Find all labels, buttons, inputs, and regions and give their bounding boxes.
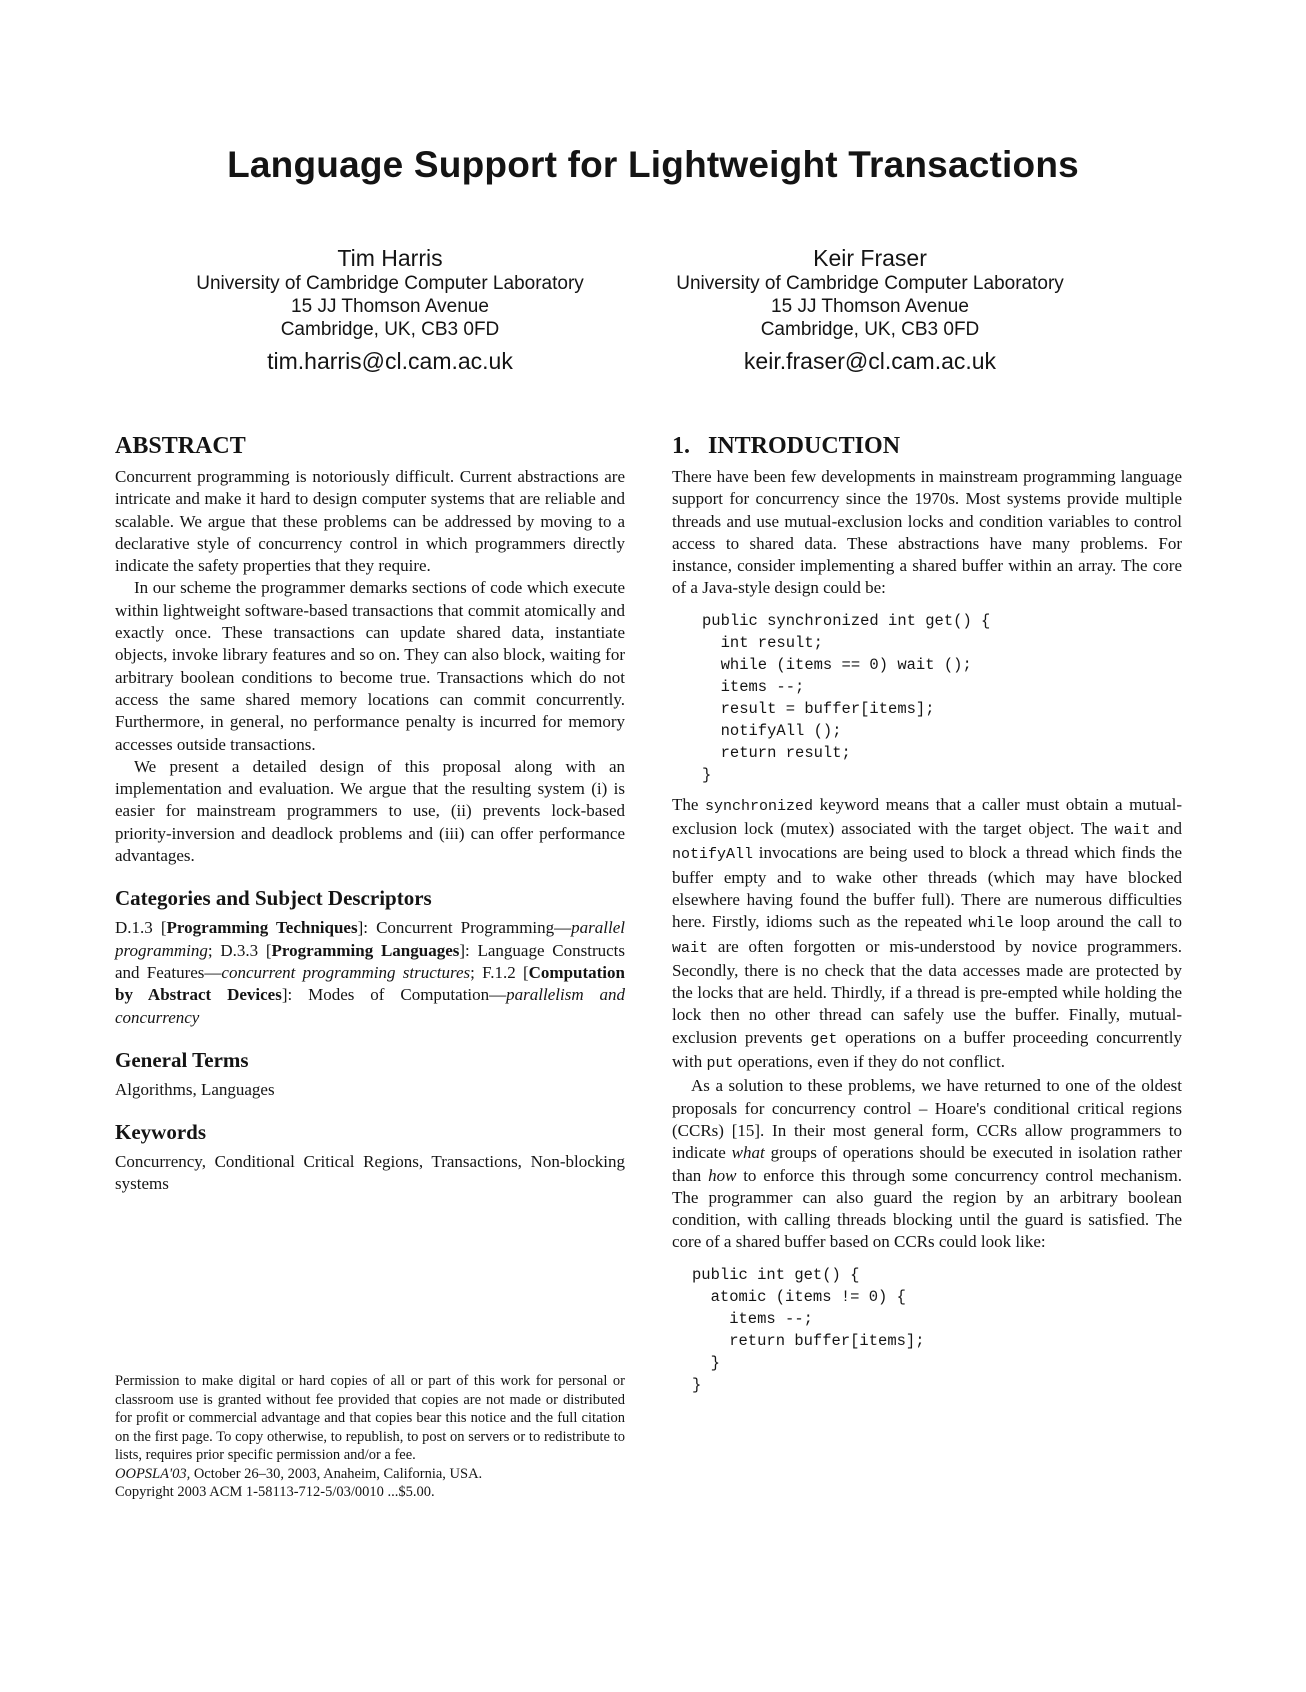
author-street: 15 JJ Thomson Avenue — [771, 296, 969, 317]
author-street: 15 JJ Thomson Avenue — [291, 296, 489, 317]
intro-heading: 1. INTRODUCTION — [672, 433, 901, 459]
code-listing-ccr: public int get() { atomic (items != 0) { items --; return buffer[items]; } } — [692, 1265, 925, 1394]
intro-paragraph: As a solution to these problems, we have returned to one of the oldest proposals for concurrency control – Hoare's conditional critical regions (CCRs) [15]. In their most general form, CCRs allow programmers to indicate what groups of operations should be executed in isolation rather than how to enforce this through some concurrency control mechanism. The programmer can also guard the region by an arbitrary boolean condition, with calling threads blocking until the guard is satisfied. The core of a shared buffer based on CCRs could look like: — [672, 1076, 1182, 1252]
keywords-heading: Keywords — [115, 1120, 206, 1145]
author-name: Keir Fraser — [813, 245, 927, 271]
intro-paragraph: The synchronized keyword means that a caller must obtain a mutual-exclusion lock (mutex) associated with the target object. The wait and notifyAll invocations are being used to block a thread which finds the buffer empty and to wake other threads (which may have blocked elsewhere having found the buffer full). There are numerous difficulties here. Firstly, idioms such as the repeated while loop around the call to wait are often forgotten or mis-understood by novice programmers. Secondly, there is no check that the data accesses made are protected by the locks that are held. Thirdly, if a thread is pre-empted while holding the lock then no other thread can safely use the buffer. Finally, mutual-exclusion prevents get operations on a buffer proceeding concurrently with put operations, even if they do not conflict. — [672, 794, 1183, 1073]
categories-heading: Categories and Subject Descriptors — [115, 886, 432, 911]
general-terms-heading: General Terms — [115, 1047, 249, 1072]
right-column — [672, 432, 1182, 1404]
keywords-text: Concurrency, Conditional Critical Regions, Transactions, Non-blocking systems — [115, 1152, 625, 1194]
author-email: tim.harris@cl.cam.ac.uk — [267, 348, 513, 374]
abstract-heading: ABSTRACT — [115, 433, 246, 459]
keywords-section — [115, 1119, 625, 1196]
code-listing-java: public synchronized int get() { int result; while (items == 0) wait (); items --; result = buffer[items]; notifyAll (); return result; } — [702, 611, 991, 784]
abstract-paragraph: In our scheme the programmer demarks sections of code which execute within lightweight software-based transactions that commit atomically and exactly once. These transactions can update shared data, instantiate objects, invoke library features and so on. They can also block, waiting for arbitrary boolean conditions to become true. Transactions which do not access the same shared memory locations can commit concurrently. Furthermore, in general, no performance penalty is incurred for memory accesses outside transactions. — [115, 578, 625, 754]
permission-footnote — [115, 1372, 625, 1502]
general-terms-text: Algorithms, Languages — [115, 1079, 275, 1099]
categories-section — [115, 885, 625, 1028]
author-affiliation: University of Cambridge Computer Laboratory — [676, 273, 1064, 294]
author-city: Cambridge, UK, CB3 0FD — [280, 319, 500, 340]
general-terms-section — [115, 1047, 625, 1101]
permission-text: Permission to make digital or hard copies of all or part of this work for personal or classroom use is granted without fee provided that copies are not made or distributed for profit or commercial advantage and that copies bear this notice and the full citation on the first page. To copy otherwise, to republish, to post on servers or to redistribute to lists, requires prior specific permission and/or a fee. — [115, 1373, 625, 1463]
categories-text: D.1.3 [Programming Techniques]: Concurrent Programming—parallel programming; D.3.3 [Programming Languages]: Language Constructs and Features—concurrent programming structures; F.1.2 [Computation by Abstract Devices]: Modes of Computation—parallelism and concurrency — [115, 918, 626, 1027]
author-email: keir.fraser@cl.cam.ac.uk — [743, 348, 997, 374]
venue-line: OOPSLA'03, October 26–30, 2003, Anaheim, California, USA. — [115, 1465, 483, 1482]
copyright-line: Copyright 2003 ACM 1-58113-712-5/03/0010 ...$5.00. — [115, 1484, 435, 1500]
author-block-2 — [660, 244, 1080, 375]
abstract-paragraph: We present a detailed design of this proposal along with an implementation and evaluation. We argue that the resulting system (i) is easier for mainstream programmers to use, (ii) prevents lock-based priority-inversion and deadlock problems and (iii) can offer performance advantages. — [115, 756, 625, 866]
intro-paragraph: There have been few developments in mainstream programming language support for concurrency since the 1970s. Most systems provide multiple threads and use mutual-exclusion locks and condition variables to control access to shared data. These abstractions have many problems. For instance, consider implementing a shared buffer within an array. The core of a Java-style design could be: — [672, 467, 1182, 598]
author-name: Tim Harris — [337, 245, 443, 271]
paper-title: Language Support for Lightweight Transactions — [227, 144, 1079, 185]
author-city: Cambridge, UK, CB3 0FD — [760, 319, 980, 340]
author-block-1 — [180, 244, 600, 375]
author-affiliation: University of Cambridge Computer Laboratory — [196, 273, 584, 294]
abstract-paragraph: Concurrent programming is notoriously difficult. Current abstractions are intricate and make it hard to design computer systems that are reliable and scalable. We argue that these problems can be addressed by moving to a declarative style of concurrency control in which programmers directly indicate the safety properties that they require. — [115, 467, 625, 576]
left-column — [115, 432, 625, 1196]
